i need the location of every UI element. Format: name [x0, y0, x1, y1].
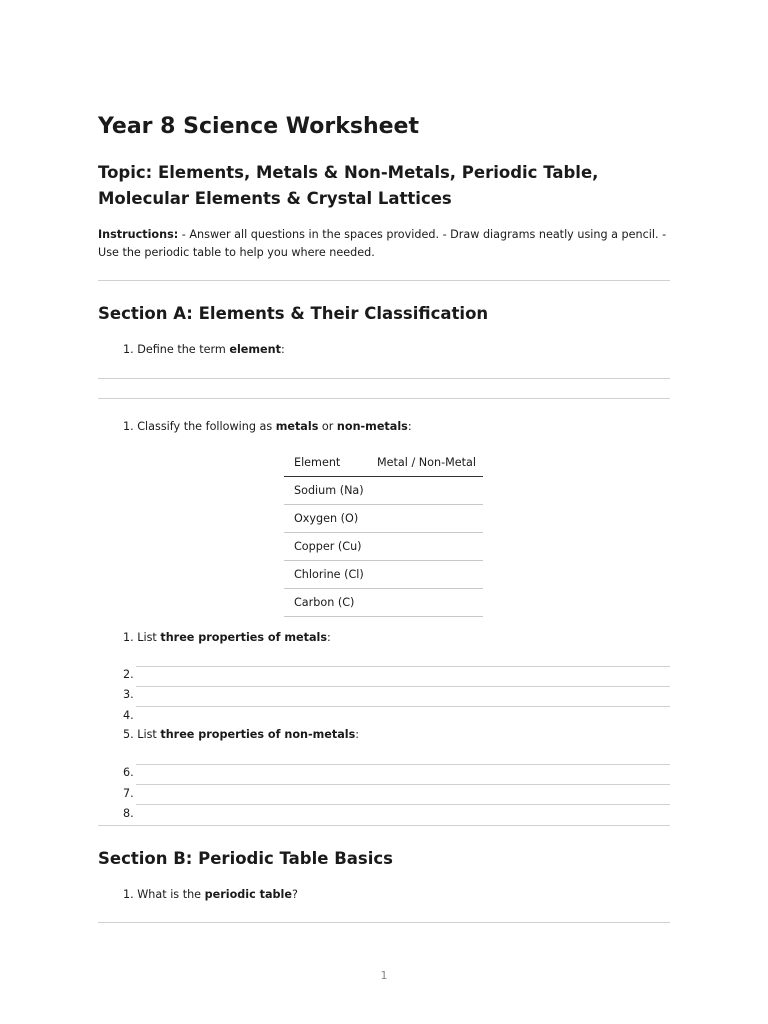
- table-row: [284, 589, 483, 617]
- answer-cell[interactable]: [367, 533, 483, 561]
- question-text: Classify the following as: [137, 420, 276, 433]
- question-punctuation: :: [407, 420, 412, 433]
- page-title: Year 8 Science Worksheet: [98, 114, 419, 139]
- question-keyword: periodic table: [204, 888, 292, 901]
- divider: [98, 825, 670, 826]
- question-properties-metals: [123, 630, 331, 646]
- question-define-element: [123, 342, 285, 358]
- answer-line[interactable]: [136, 764, 670, 765]
- question-punctuation: :: [327, 631, 331, 644]
- answer-cell[interactable]: [367, 505, 483, 533]
- section-a-heading: Section A: Elements & Their Classification: [98, 304, 489, 323]
- answer-line[interactable]: [136, 666, 670, 667]
- divider: [98, 280, 670, 281]
- answer-line[interactable]: [136, 686, 670, 687]
- table-row: [284, 561, 483, 589]
- question-text: List: [137, 728, 161, 741]
- list-number: 4.: [123, 709, 134, 722]
- list-number: 7.: [123, 787, 134, 800]
- answer-line[interactable]: [98, 378, 670, 379]
- question-number: 1.: [123, 343, 134, 356]
- question-text: What is the: [137, 888, 205, 901]
- question-text: Define the term: [137, 343, 230, 356]
- instructions: [98, 226, 670, 262]
- table-row: [284, 533, 483, 561]
- question-classify: [123, 419, 412, 435]
- list-number: 2.: [123, 668, 134, 681]
- question-keyword: three properties of metals: [160, 631, 328, 644]
- element-cell: Oxygen (O): [284, 505, 367, 533]
- answer-line[interactable]: [98, 398, 670, 399]
- answer-line[interactable]: [136, 706, 670, 707]
- question-number: 1.: [123, 888, 134, 901]
- question-periodic-table: [123, 887, 298, 903]
- topic-heading: Topic: Elements, Metals & Non-Metals, Periodic Table, Molecular Elements & Crystal Lattices: [98, 163, 599, 208]
- answer-cell[interactable]: [367, 561, 483, 589]
- table-header-row: [284, 448, 483, 477]
- list-number: 8.: [123, 807, 134, 820]
- question-properties-non-metals: [123, 727, 359, 743]
- question-punctuation: ?: [291, 888, 298, 901]
- question-text: List: [137, 631, 161, 644]
- answer-line[interactable]: [136, 804, 670, 805]
- list-number: 3.: [123, 688, 134, 701]
- element-cell: Sodium (Na): [284, 477, 367, 505]
- question-keyword: non-metals: [336, 420, 408, 433]
- instructions-label: Instructions:: [98, 228, 179, 241]
- table-row: [284, 477, 483, 505]
- question-punctuation: :: [355, 728, 360, 741]
- classification-table: [284, 448, 483, 617]
- element-cell: Carbon (C): [284, 589, 367, 617]
- instructions-text: - Answer all questions in the spaces provided. - Draw diagrams neatly using a pencil. - Use the periodic table to help you where needed.: [98, 228, 667, 259]
- list-number: 6.: [123, 766, 134, 779]
- answer-cell[interactable]: [367, 589, 483, 617]
- question-keyword: element: [229, 343, 281, 356]
- answer-line[interactable]: [98, 922, 670, 923]
- question-text: or: [318, 420, 337, 433]
- question-number: 1.: [123, 631, 134, 644]
- question-punctuation: :: [280, 343, 285, 356]
- question-number: 1.: [123, 420, 134, 433]
- element-cell: Chlorine (Cl): [284, 561, 367, 589]
- table-row: [284, 505, 483, 533]
- question-number: 5.: [123, 728, 134, 741]
- column-header-element: Element: [284, 448, 367, 477]
- question-keyword: metals: [275, 420, 319, 433]
- column-header-metal-non-metal: Metal / Non-Metal: [367, 448, 483, 477]
- section-b-heading: Section B: Periodic Table Basics: [98, 849, 394, 868]
- element-cell: Copper (Cu): [284, 533, 367, 561]
- answer-cell[interactable]: [367, 477, 483, 505]
- question-keyword: three properties of non-metals: [160, 728, 356, 741]
- page-number: 1: [380, 969, 388, 982]
- answer-line[interactable]: [136, 784, 670, 785]
